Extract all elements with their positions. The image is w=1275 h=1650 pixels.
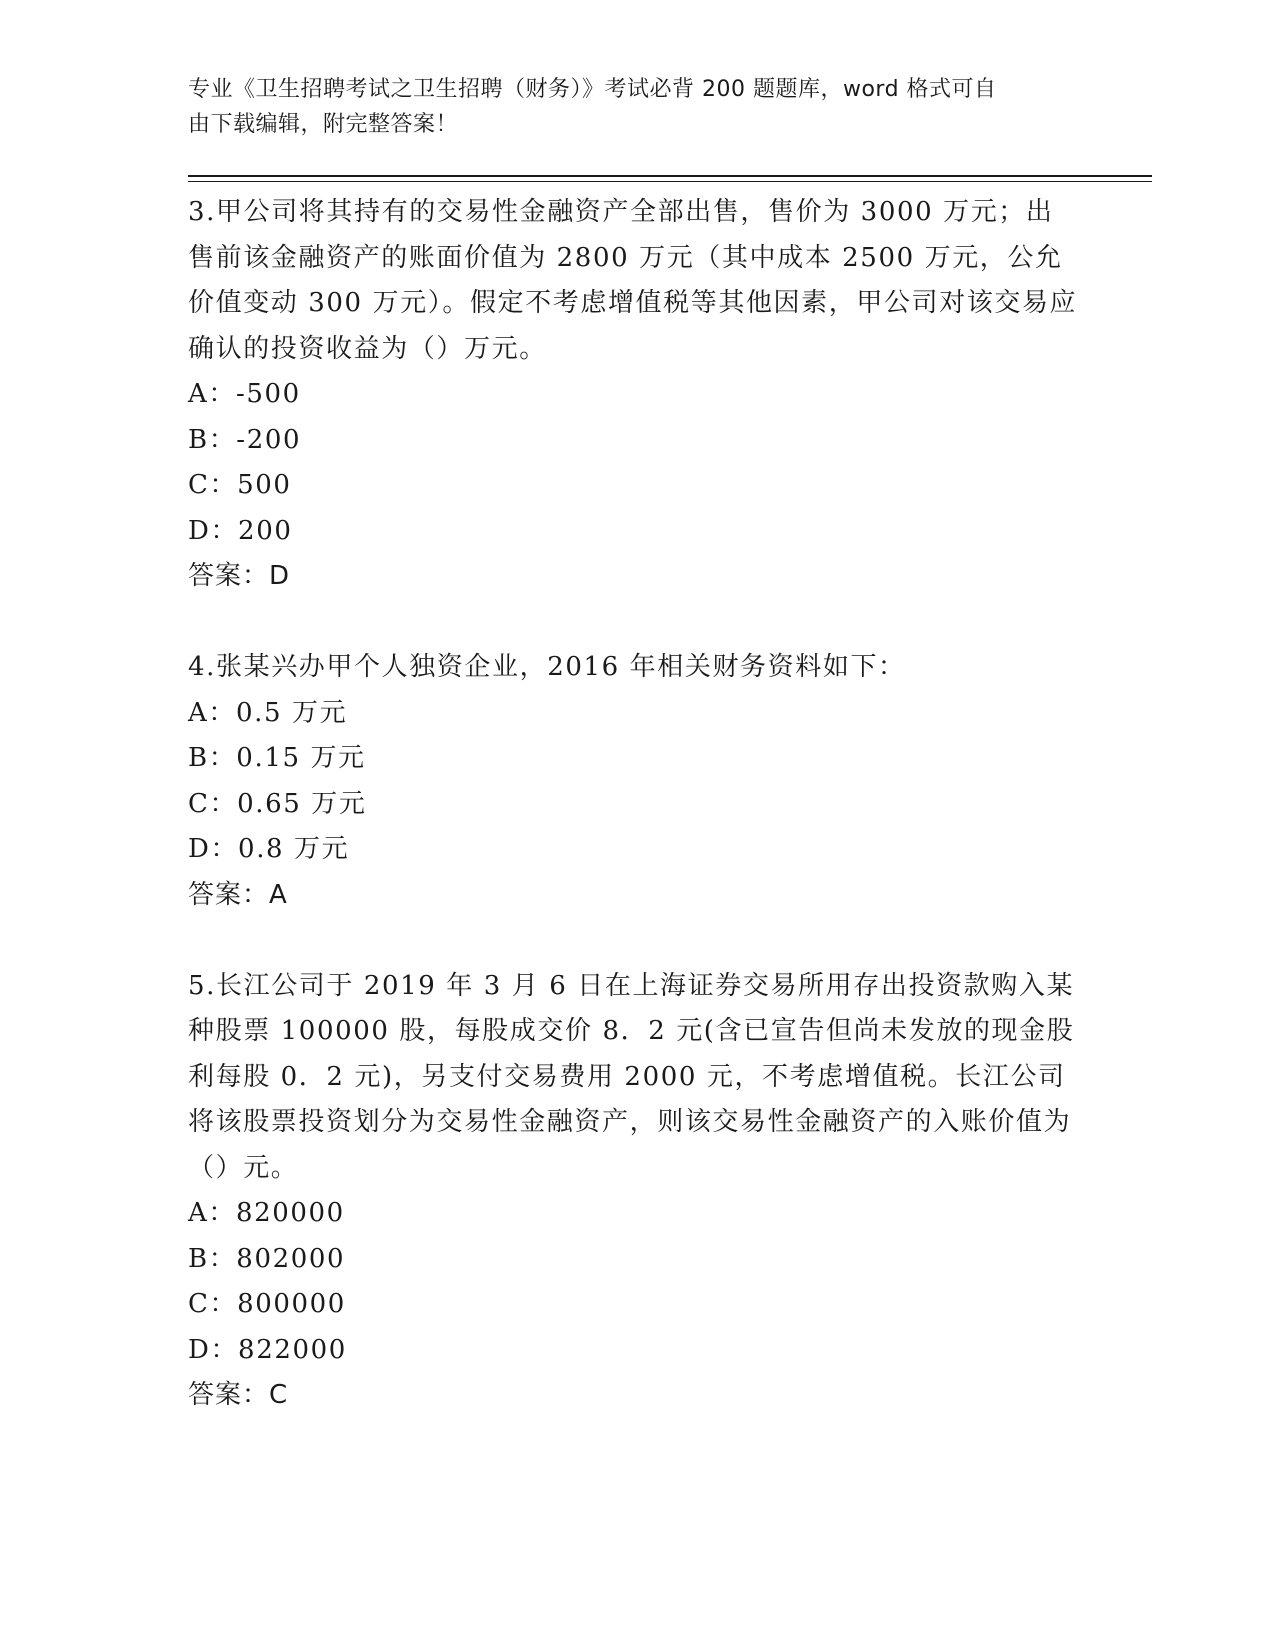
- header-line-1: 专业《卫生招聘考试之卫生招聘（财务）》考试必背 200 题题库，word 格式可自: [188, 77, 997, 102]
- option-b: B：802000: [188, 1243, 346, 1274]
- question-text: 5.长江公司于 2019 年 3 月 6 日在上海证券交易所用存出投资款购入某种股票 100000 股，每股成交价 8．2 元(含已宣告但尚未发放的现金股利每股 0．2 元)，另支付交易费用 2000 元，不考虑增值税。长江公司将该股票投资划分为交易性金融资产，则该交易性金融资产的入账价值为（）元。: [188, 970, 1075, 1183]
- option-a: A：820000: [188, 1198, 345, 1228]
- answer: 答案：D: [188, 561, 291, 591]
- option-a: A：0.5 万元: [188, 697, 348, 728]
- option-b: B：0.15 万元: [188, 743, 366, 773]
- option-d: D：200: [188, 515, 293, 546]
- header-divider-thin: [188, 181, 1152, 182]
- option-d: D：0.8 万元: [188, 834, 350, 864]
- question-3: [188, 190, 1078, 600]
- question-list: [188, 190, 1078, 1419]
- spacer: [188, 918, 1078, 964]
- header-divider-thick: [188, 175, 1152, 177]
- question-4: [188, 645, 1078, 918]
- document-header: [188, 72, 1068, 142]
- spacer: [188, 600, 1078, 646]
- header-line-2: 由下载编辑，附完整答案！: [188, 112, 459, 137]
- option-d: D：822000: [188, 1334, 347, 1365]
- option-c: C：800000: [188, 1289, 346, 1319]
- option-c: C：500: [188, 470, 292, 500]
- answer: 答案：C: [188, 1380, 289, 1410]
- question-text: 3.甲公司将其持有的交易性金融资产全部出售，售价为 3000 万元；出售前该金融资产的账面价值为 2800 万元（其中成本 2500 万元，公允价值变动 300 万元）。假定不考虑增值税等其他因素，甲公司对该交易应确认的投资收益为（）万元。: [188, 197, 1078, 364]
- option-b: B：-200: [188, 424, 302, 455]
- option-c: C：0.65 万元: [188, 788, 367, 819]
- question-text: 4.张某兴办甲个人独资企业，2016 年相关财务资料如下：: [188, 652, 906, 682]
- question-5: [188, 964, 1078, 1419]
- answer: 答案：A: [188, 879, 288, 910]
- option-a: A：-500: [188, 379, 301, 409]
